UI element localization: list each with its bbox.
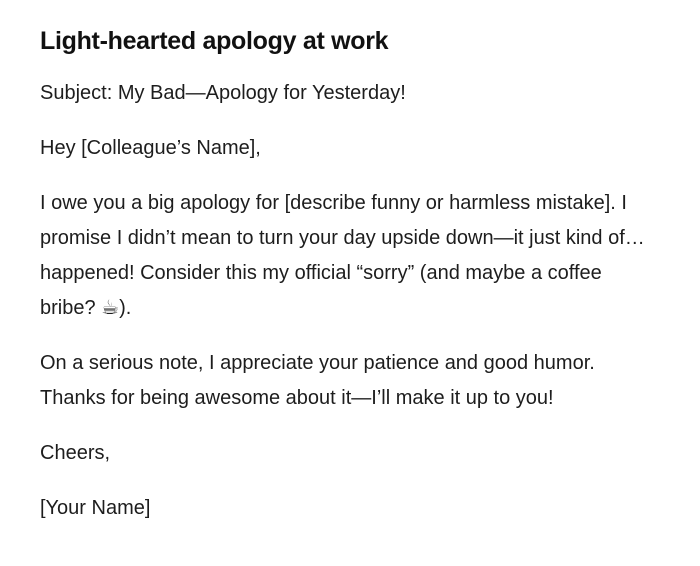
body-paragraph-apology: I owe you a big apology for [describe funny or harmless mistake]. I promise I didn’t mean to turn your day upside down—it just kind of… happened! Consider this my official “sorry” (and maybe a coffee bribe? ☕). <box>40 192 645 319</box>
signature: [Your Name] <box>40 497 151 519</box>
subject-line: Subject: My Bad—Apology for Yesterday! <box>40 82 406 104</box>
document-title: Light-hearted apology at work <box>40 27 389 55</box>
body-paragraph-appreciation: On a serious note, I appreciate your patience and good humor. Thanks for being awesome about it—I’ll make it up to you! <box>40 352 595 409</box>
greeting: Hey [Colleague’s Name], <box>40 137 261 159</box>
closing: Cheers, <box>40 442 111 464</box>
